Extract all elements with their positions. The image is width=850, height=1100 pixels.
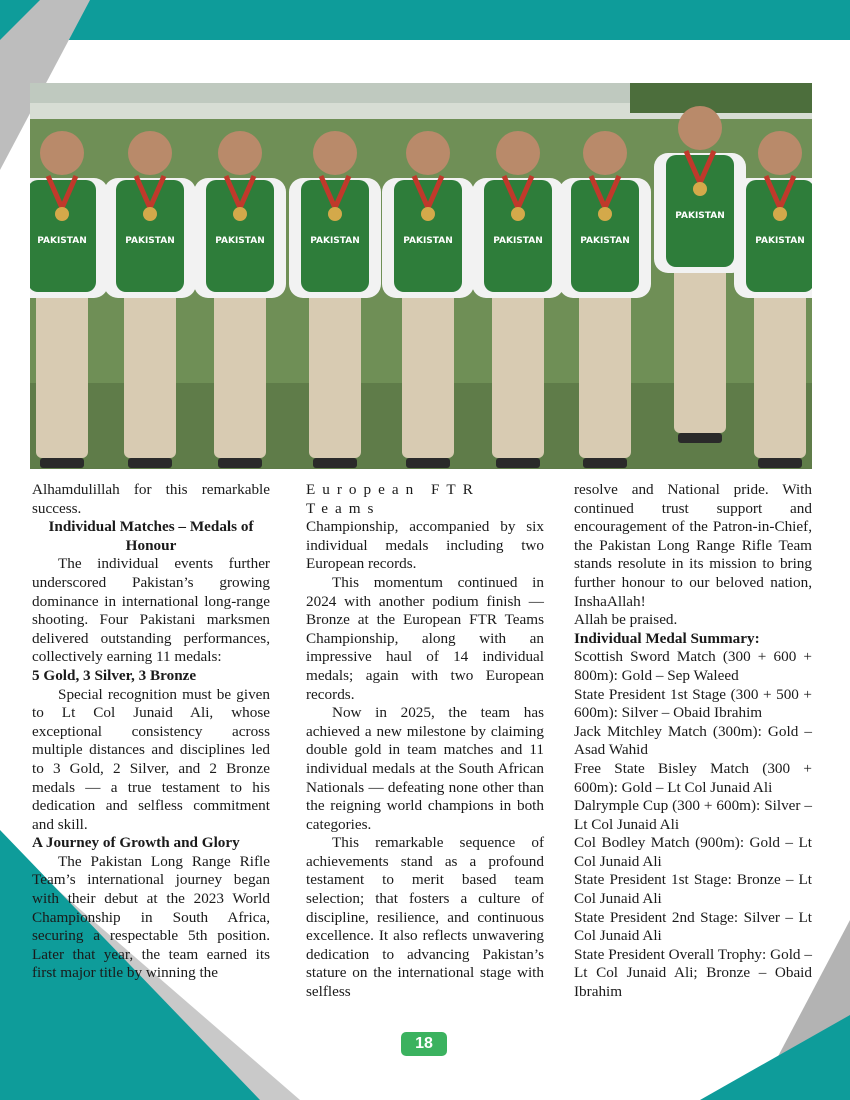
paragraph: The individual events further underscored Pakistan’s growing dominance in international long-range shooting. Four Pakistani marksmen delivered outstanding performances, collectively earning 11 medals: xyxy=(32,555,270,666)
medal-list-item: Jack Mitchley Match (300m): Gold – Asad Wahid xyxy=(574,722,812,759)
medal-list-item: State President 1st Stage (300 + 500 + 600m): Silver – Obaid Ibrahim xyxy=(574,685,812,722)
section-heading: A Journey of Growth and Glory xyxy=(32,834,240,852)
paragraph: Championship, accompanied by six individual medals including two European records. xyxy=(306,518,544,573)
paragraph: The Pakistan Long Range Rifle Team’s international journey began with their debut at the 2023 World Championship in South Africa, securing a respectable 5th position. Later that year, the team earned its first major title by winning the xyxy=(32,852,270,982)
medal-count-heading: 5 Gold, 3 Silver, 3 Bronze xyxy=(32,666,197,684)
medal-summary-list xyxy=(574,648,812,1001)
corner-decoration-bottom-right-teal xyxy=(700,1015,850,1100)
article-column-2 xyxy=(306,481,544,1002)
svg-text:PAKISTAN: PAKISTAN xyxy=(403,236,453,246)
paragraph: Special recognition must be given to Lt Col Junaid Ali, whose exceptional consistency across multiple distances and disciplines led to 3 Gold, 2 Silver, and 2 Bronze medals — a true testament to his dedication and selfless commitment and skill. xyxy=(32,685,270,833)
page-number-badge: 18 xyxy=(401,1032,447,1056)
svg-text:PAKISTAN: PAKISTAN xyxy=(675,211,725,221)
paragraph: This momentum continued in 2024 with another podium finish — Bronze at the European FTR Teams Championship, along with an impressive haul of 14 individual medals; again with two European records. xyxy=(306,573,544,703)
article-column-3 xyxy=(574,481,812,1002)
article-column-1 xyxy=(32,481,270,983)
medal-list-item: Free State Bisley Match (300 + 600m): Gold – Lt Col Junaid Ali xyxy=(574,759,812,796)
section-heading: Individual Matches – Medals of Honour xyxy=(48,518,254,554)
medal-list-item: Dalrymple Cup (300 + 600m): Silver – Lt Col Junaid Ali xyxy=(574,797,812,833)
section-heading: Individual Medal Summary: xyxy=(574,629,760,647)
svg-text:PAKISTAN: PAKISTAN xyxy=(37,236,87,246)
paragraph: resolve and National pride. With continued trust support and encouragement of the Patron-in-Chief, the Pakistan Long Range Rifle Team stands resolute in its mission to bring further honour to our beloved nation, InshaAllah! xyxy=(574,481,812,610)
paragraph-continuation: European FTR Teams xyxy=(306,481,480,517)
medal-list-item: State President 1st Stage: Bronze – Lt Col Junaid Ali xyxy=(574,871,812,908)
medal-list-item: Col Bodley Match (900m): Gold – Lt Col Junaid Ali xyxy=(574,834,812,870)
paragraph: Now in 2025, the team has achieved a new milestone by claiming double gold in team matches and 11 individual medals at the South African Nationals — defeating none other than the reigning world champions in both categories. xyxy=(306,704,544,833)
svg-text:PAKISTAN: PAKISTAN xyxy=(493,236,543,246)
corner-decoration-top-left-teal xyxy=(0,0,40,40)
medal-list-item: Scottish Sword Match (300 + 600 + 800m): Gold – Sep Waleed xyxy=(574,648,812,684)
paragraph: This remarkable sequence of achievements stand as a profound testament to merit based team selection; that fosters a culture of discipline, resilience, and continuous excellence. It also reflects unwavering dedication to advancing Pakistan’s stature on the international stage with selfless xyxy=(306,834,544,1001)
svg-text:PAKISTAN: PAKISTAN xyxy=(580,236,630,246)
paragraph: Allah be praised. xyxy=(574,611,678,629)
svg-text:PAKISTAN: PAKISTAN xyxy=(215,236,265,246)
medal-list-item: State President 2nd Stage: Silver – Lt Col Junaid Ali xyxy=(574,908,812,945)
team-photo xyxy=(30,83,812,469)
paragraph: Alhamdulillah for this remarkable success. xyxy=(32,481,270,517)
svg-text:PAKISTAN: PAKISTAN xyxy=(310,236,360,246)
top-banner xyxy=(0,0,850,40)
team-photo-illustration xyxy=(30,83,812,469)
medal-list-item: State President Overall Trophy: Gold – Lt Col Junaid Ali; Bronze – Obaid Ibrahim xyxy=(574,945,812,1001)
svg-text:PAKISTAN: PAKISTAN xyxy=(125,236,175,246)
svg-text:PAKISTAN: PAKISTAN xyxy=(755,236,805,246)
